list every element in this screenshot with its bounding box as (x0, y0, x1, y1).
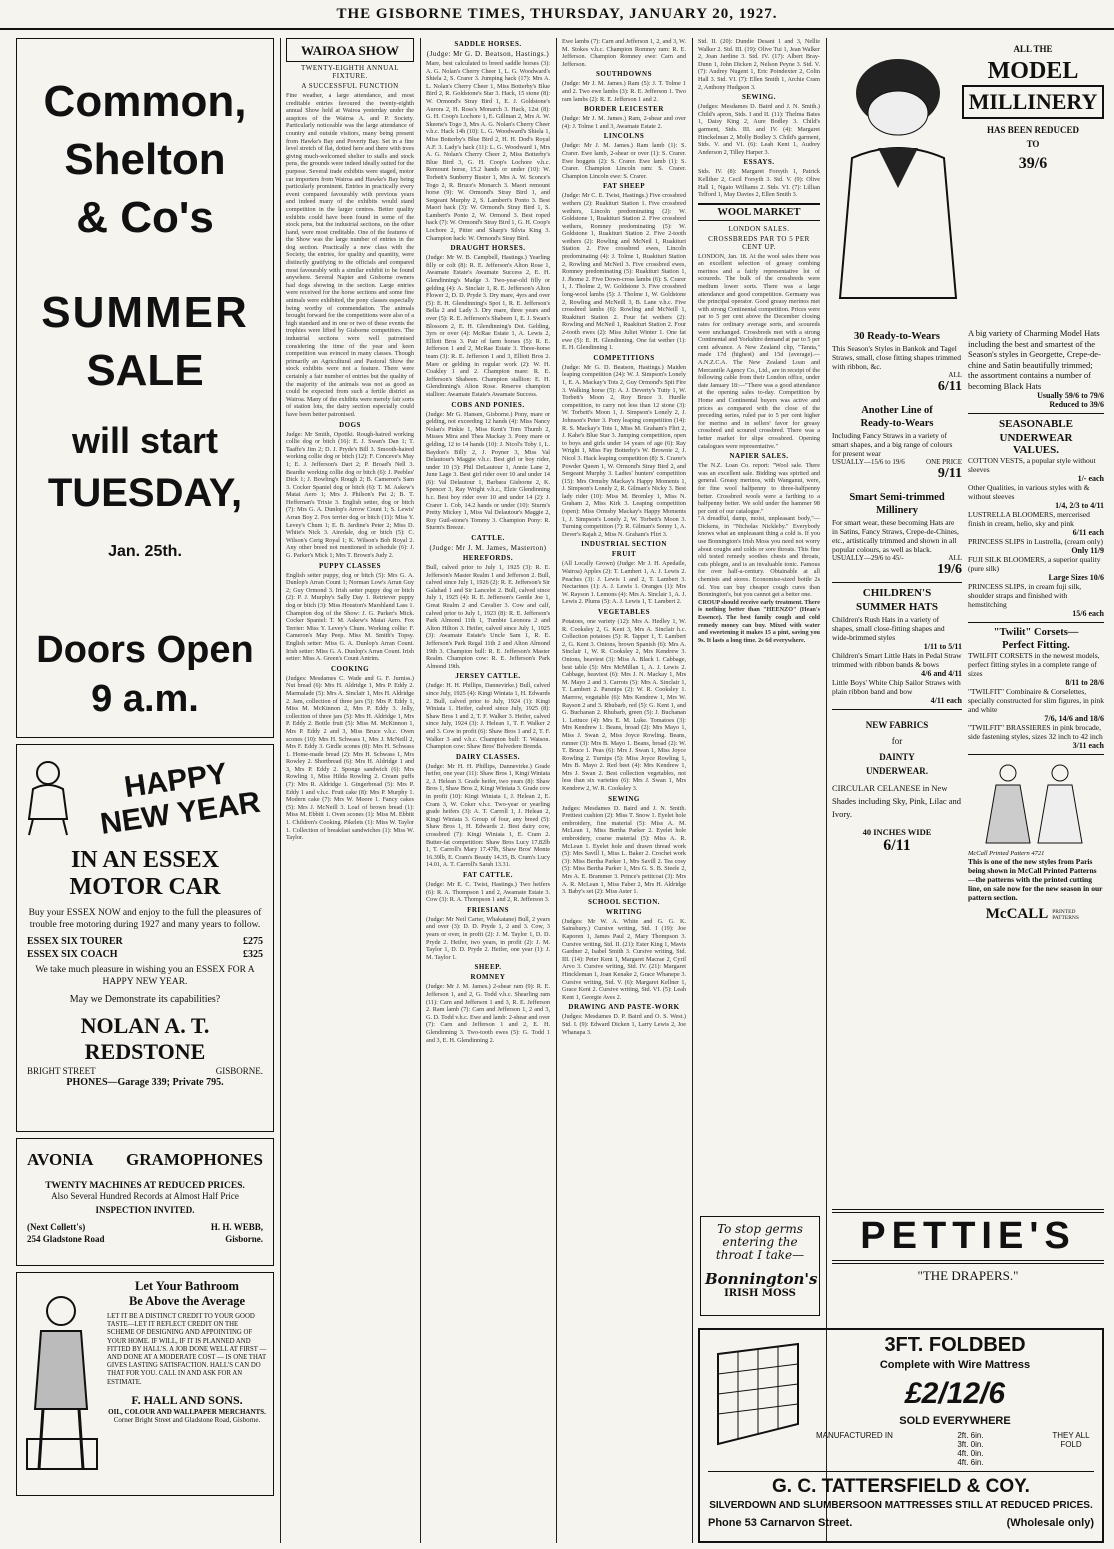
cobs-heading: COBS AND PONIES. (451, 400, 525, 409)
millinery-top (832, 38, 1104, 328)
lustrella-body: LUSTRELLA BLOOMERS, mercerised finish in cream, helio, sky and pink (968, 510, 1090, 528)
foldbed-firm: G. C. TATTERSFIELD & COY. (708, 1471, 1094, 1498)
germs-line-3: throat I take— (715, 1248, 805, 1262)
bonningtons-name: Bonnington's (705, 1270, 818, 1288)
avonia-row-1 (23, 1221, 267, 1233)
writing-body: (Judges: Mr W. A. White and G. G. K. Sainsbury.) Cursive writing, Std. I (19): Joe Kaporen 1, James Paul 2, Mary Thompson 3. Cursive writing, Std. II. (21): Ester King 1, Mavis Gardner 2, Isabel Smith 3. Cursive writing, Std. III. (14): Peter Kent 1, Margaret Macrae 2, Cyril Arvo 3. Cursive writing, Std. IV. (21): Margaret Hinckleman 1, Joan Kenake 2, Grace Whanepe 3. Cursive writing, Std. V. (6): Margaret Kellner 1, Grace Kent 2. Cursive writing, Std. VI. (5): Leah Kent 1, Georgie Aves 2. (562, 917, 686, 1001)
divider (832, 709, 962, 710)
essex-coach: ESSEX SIX COACH (27, 949, 118, 960)
friesians-body: (Judge: Mr Neil Carter, Whakatane) Bull, 2 years and over (3): D. D. Pryde 1, 2 and 3. Cow, 3 years or over, in profit (2): J. M. Taylor 1, D. D. Pryde 2. Heifer, two years, in profit (2): J. M. Taylor 1, D. D. Pryde 2. Heifer, one year (1): J. M. Taylor 1. (426, 915, 550, 961)
essays-body: Stds. IV. (8): Margaret Forsyth 1, Patrick Kelliher 2, Cecil Forsyth 3. Std. V. (9): Olive Hall 1, Ngaio Williams 2. Stds. VI. (7): Lillian Telford 1, May Davies 2, Ellen Smith 3. (698, 168, 820, 199)
school-sewing-body: (Judges: Mesdames D. Baird and J. N. Smith.) Child's apron, Stds. I and II. (11): Thelma Bates 1, Daisy King 2, Aure Bodley 3. Child's garment, Stds. III. and IV. (4): Margaret Hinckelman 2, Molly Bodley 3. Child's garment, Stds. V. and VI. (6): Leah Kent 1, Audrey Anderson 2, Tilley Harper 3. (698, 103, 820, 156)
essex-phones: PHONES—Garage 339; Private 795. (66, 1077, 224, 1088)
model-to: TO (1026, 139, 1040, 149)
essex-coach-row (23, 948, 267, 961)
school-heading: SCHOOL SECTION. (587, 897, 661, 906)
school-sewing-heading: SEWING. (741, 93, 777, 102)
wairoa-title: WAIROA SHOW (301, 43, 399, 58)
another-row (832, 458, 962, 466)
pattern-body: This is one of the new styles from Paris being shown in McCall Printed Patterns—the patterns with the printed cutting line, on sale now for the new season in our pattern section. (968, 857, 1103, 902)
fabrics-width: 40 INCHES WIDE (862, 827, 932, 837)
bathroom-title-1: Let Your Bathroom (135, 1279, 239, 1293)
model-price: 39/6 (1018, 155, 1048, 172)
hereford-body: Bull, calved prior to July 1, 1925 (3): R. E. Jefferson's Master Realm 1 and Jefferson 2. Bull, calved since July 1, 1926 (2): R. E. Jefferson's Sir Galahad 1 and Sir Lancelot 2. Bull, calved since July 1, 1925 (4): R. E. Jefferson's Gentle Joe 1, Great Realm 2 and Cavalier 3. Cow and calf, calved prior to July 1, 1923 (8): R. E. Jefferson's Park Almond 11th 1, Tumbie Leonora 2 and Alton Hilton 3. Heifer, calved since July 1, 1925 (3): Awamate Estate's Uncle Sam 1, R. E. Jefferson's Park Regal 11th 2 and Alton Almond 19th 3. Champion bull: R. E. Jefferson's Master Realm. Champion cow: R. E. Jefferson's Park Almond 19th. (426, 564, 550, 670)
avonia-title-1: AVONIA (27, 1150, 94, 1169)
foldbed-size-list (957, 1431, 983, 1467)
cattle-heading: CATTLE. (471, 534, 505, 543)
bathroom-firm-trade: OIL, COLOUR AND WALLPAPER MERCHANTS. (108, 1407, 266, 1416)
wairoa-subtitle-2: A SUCCESSFUL FUNCTION (301, 82, 399, 90)
foldbed-title: 3FT. FOLDBED (884, 1334, 1026, 1356)
mccall-name: McCALL (985, 906, 1049, 922)
wairoa-body: Fine weather, a large attendance, and most creditable entries favoured the twenty-eighth annual Show held at Wairoa yesterday under the auspices of the Wairoa A. and P. Society. Particularly noticeable was the large attendance of country and outside visitors, many being present from Hawke's Bay and Poverty Bay. Set in a fine level stretch of flat, dotted here and there with trees giving much-welcomed shelter to stalls and stock pens, the grounds were indeed ideally suited for the purpose. Several trade exhibits were staged, motor car importers from Wairoa and Hawke's Bay being particularly prominent. Entries in practically every event compared favourably with previous years and indeed many of the exhibits would stand competition in the larger centres. Better quality exhibits could have been found in some of the stock pens, but the industrial sections, on the other hand, were most creditable. One of the features of the Show was the large number of entries in the dog section. Practically a new class with the Society, the entries, for quality and quantity, were distinctly gratifying to the officials and compared most favourably with a similar exhibit to be found anywhere. Several Napier and Gisborne owners had dogs showing in the section. Large entries were received for the horse sections and some fine animals were exhibited, the pony classes especially being worthy of commendation. The animals brought forward for the competitions were also of a high standard and in one or two of these events the trophies were lifted by Gisborne competitors. The industrial sections were well patronised considering the time of the year and keen competition was evinced in many classes. Though primarily an Agricultural and Pastoral Show the stock exhibits were not a feature. There were certainly a fair number of entries but the quality of the majority of the animals was not as good as could be expected from such a fertile district as Wairoa. Many of the exhibits were merely fair sorts of station lots, the dairy section especially could have been better patronised. (286, 92, 414, 418)
hereford-heading: HEREFORDS. (462, 554, 514, 563)
another-price: 9/11 (937, 466, 962, 481)
model-reduced: HAS BEEN REDUCED (986, 125, 1080, 135)
underwear-body-2: Other Qualities, in various styles with & without sleeves (968, 483, 1090, 501)
foldbed-slogan: SILVERDOWN AND SLUMBERSOON MATTRESSES STILL AT REDUCED PRICES. (709, 1500, 1093, 1511)
fruit-body: (All Locally Grown) (Judge: Mr J. H. Apedaile, Wairoa) Apples (2): T. Lambert 1, A. J. Lewis 2. Peaches (3): J. Lewis 1 and 2, T. Lambert 3. Nectarines (1): A. J. Lewis 1. Oranges (1): Mrs W. Rayson 1. Lemons (4): Mrs A. Sinclair 1, A. J. Lewis 2. Plums (5): A. J. Lewis 1, T. Lambert 2. (562, 560, 686, 606)
fuji-price: Large Sizes 10/6 (1048, 573, 1104, 582)
border-leicester-heading: BORDER LEICESTER (584, 105, 664, 114)
vegetables-body: Potatoes, one variety (12): Mrs A. Hedley 1, W. R. Cooksley 2, G. Kent 3, Mrs A. Sinclair h.c. Collection potatoes (5): R. Tapper 1, T. Lambert 2, G. Kent 3. Onions, brown Spanish (6): Mrs A. Sinclair 1, W. R. Cooksley 2, Mrs Kendrew 3. Onions, heaviest (3): Miss A. Black 1. Cabbage, best table (5): Mrs McMillan 1, A. J. Lewis 2. Cabbage, heaviest (6): Mrs J. N. Mackay 1, Mrs M. Mayo 2 and 3. Carrots (5): Mrs A. Sinclair 1, T. Lambert 2. Parsnips (2): W. R. Cooksley 1. Marrow, vegetable (6): Mrs Kendrew 1, Mrs W. Rayson 2 and 3. Rhubarb, red (5): G. Kent 1, and G. Buchanan 2. Rhubarb, green (5): J. Buchanan 1. Lettuce (4): Mrs E. M. Luke. Tomatoes (3): Mrs Kendrew 1. Beans, broad (2): Mrs Mayo 1, Miss J. Swan 2, Miss Joyce Rowling. Beans, runner (3): Mrs B. Mayo 1. Beans, broad (2): W. T. Bruce 1. Peas (6): Mrs J. Swan 1, Miss Joyce Rowling 2. Turnips (5): Miss Joyce Rowling 1, Mrs B. Mayo 2. Red beet (4): Mrs Kendrew 1, Mrs J. Swan 2. Best collection vegetables, not less than six varieties (6): Mrs J. Swan 1, Mrs Kendrew 2, W. R. Cooksley 3. (562, 618, 686, 793)
sale-line-2: Shelton (64, 135, 226, 185)
twilit-price: 8/11 to 28/6 (1065, 678, 1104, 687)
foldbed-price: £2/12/6 (904, 1377, 1006, 1410)
divider (968, 622, 1104, 623)
avonia-line-5: INSPECTION INVITED. (95, 1205, 195, 1215)
another-usually: USUALLY—15/6 to 19/6 (832, 458, 905, 466)
sale-line-8: Jan. 25th. (108, 542, 182, 560)
column-ads-left (16, 38, 274, 1543)
fabrics-line-2: for (891, 736, 903, 746)
fabrics-line-4: UNDERWEAR. (866, 766, 928, 776)
column-wairoa-show (286, 38, 414, 1543)
column-livestock (426, 38, 550, 1543)
avonia-gisborne: Gisborne. (225, 1234, 263, 1244)
happy-new-year-banner (23, 751, 267, 843)
semi-title-1: Smart Semi-trimmed (849, 492, 945, 503)
twilit-comb-price: 7/6, 14/6 and 18/6 (1044, 714, 1104, 723)
dogs-body: Judge: Mr Smith, Opotiki. Rough-haired working collie dog or bitch (16): E. J. Swan's Dan 1; T. Taaffe's Jim 2; D. J. Pryde's Bill 3. Smooth-haired working collie dog or bitch (12): F. Conceve's May 1; E. J. Jefferson's Dart 2; P. Broad's Nell 3. Beardie working collie dog or bitch (6): J. Peebles' Dick 1; J. Bowling's Rough 2; B. Cameron's Sam 3. Cocker Spaniel dog or bitch (6): T. M. Askew's Matai Aero 1; Mrs J. Philson's Pat 2; B. T. Heffernan's Trixie 3. English setter, dog or bitch (7): Mrs G. A. Dunlop's Arrow Count 1; S. Lewis' Arran Boy 2. Fox terrier dog or bitch (11): Miss Y. Levey's Chum 1; E. B. Jardine's Peter 2; Miss D. White's Nick 3. Airedale, dog or bitch (5): C. Wilson's Cerig Royal 1; K. Wilson's Bob Royal 2. Any other breed not mentioned in schedule (6): J. G. Parker's Mick 1; Mrs T. Brown's Judy 2. (286, 430, 414, 560)
foldbed-size: 4ft. 0in. (957, 1449, 984, 1458)
fabrics-line-1: NEW FABRICS (865, 720, 929, 730)
another-title-2: Ready-to-Wears (860, 418, 934, 429)
germs-line-1: To stop germs (717, 1222, 803, 1236)
wool-market-heading: WOOL MARKET (717, 206, 801, 218)
wool-body: LONDON, Jan. 18. At the wool sales there was an excellent selection of greasy combing merinos and a fairly representative lot of scoureds. The bulk of the crossbreds were medium lower sorts. There was a large attendance and good competition. Germany was the principal operator. Good greasy merinos met with strong Continental competition. Prices were par to 5 per cent above the December closing rates for ordinary average sorts, and scoureds were unchanged. Crossbreds met with a strong Continental and Yorkshire demand at par to 5 per cent advance. A New Zealand clip, "Tarata," made 17d (highest) and 15d (average).—A.N.Z.C.A. The New Zealand Loan and Mercantile Agency Co., Ltd., are in receipt of the following cable from their London office, under date January 18:—"There was a good attendance at the opening sales to-day. Competition by Home and Continental buyers was active and prices as compared with the close of the preceding series, ruled par to 5 per cent higher for merino and in sellers' favor for greasy crossbred and scoured crossbred. There was a better market for slipe crossbred. Opening catalogues were representative." (698, 252, 820, 450)
fat-cattle-heading: FAT CATTLE. (462, 871, 514, 879)
foldbed-wholesale: (Wholesale only) (1006, 1517, 1094, 1529)
southdowns-heading: SOUTHDOWNS (596, 70, 652, 79)
remedy-body: "A dreadful, damp, moist, unpleasant body,"—Dickens, in "Nicholas Nickleby." Everybody knows what an unpleasant thing a cold is. If you use Bonnington's Irish Moss you need not worry about coughs and colds or sore throats. This fine old tested remedy soothes chests and throats, cuts phlegm, and is an invaluable tonic. Famous for over half-a-century. Obtainable at all chemists and stores. Economise-sized bottle 2s 6d. You can buy cheaper cough cures than Bonnington's, but you cannot get a better one. (698, 515, 820, 599)
semi-all: ALL (948, 554, 962, 562)
sheep-heading: SHEEP. (474, 963, 502, 972)
avonia-title-row (23, 1149, 267, 1171)
puppy-heading: PUPPY CLASSES (318, 561, 382, 570)
essex-dealer: NOLAN A. T. REDSTONE (80, 1013, 210, 1064)
vegetables-heading: VEGETABLES (598, 608, 650, 616)
saddle-heading: SADDLE HORSES. (454, 40, 522, 48)
summer-sale-ad (16, 38, 274, 738)
writing-heading: WRITING (605, 907, 643, 916)
rtw-body: This Season's Styles in Bankok and Tagel Straws, small, close fitting shapes trimmed with ribbon, &c. (832, 344, 961, 371)
essex-town: GISBORNE. (215, 1066, 263, 1076)
foldbed-size: 4ft. 6in. (957, 1458, 984, 1467)
romney-body: (Judge: Mr J. M. James.) 2-shear ram (9): R. E. Jefferson 1, and 2, G. Todd v.h.c. Shearling ram (11): Carn and Jefferson 1 and 3, R. E. Jefferson 2. Ram lamb (7): Carn and Jefferson 1, 2 and 3, G. D. Todd v.h.c. Ewe and lamb: 2-shear and over (7): Carn and Jefferson 1 and 2, E. H. Glendinning 3. Two-tooth ewes (5): G. Todd 1 and 3, E. H. Glendinning 2. (426, 983, 550, 1044)
draught-heading: DRAUGHT HORSES. (450, 244, 526, 253)
semi-price: 19/6 (937, 562, 962, 577)
model-title-1: MODEL (987, 58, 1079, 84)
school-cont-body: Std. II. (20): Dundie Desant 1 and 3, Nellie Walker 2. Std. III. (19): Olive Tui 1, Jean Walker 2, Joan Jardine 3. Std. IV. (17): Albert Bray-Dunn 1, John Dicken 2, Nelson Peyne 3. Std. V. (7): Audrey Nugent 1, Eric Poindexter 2, Colin Hall 3. Std. VI. (7): Ellen Smith 1, Archie Cram 2, Anthony Hudgson 3. (698, 38, 820, 91)
bathroom-address: Corner Bright Street and Gladstone Road, Gisborne. (113, 1415, 261, 1424)
fabrics-body: CIRCULAR CELANESE in New Shades including Sky, Pink, Lilac and Ivory. (832, 783, 962, 819)
wairoa-show-heading (286, 38, 414, 62)
avonia-line-3: TWENTY MACHINES AT REDUCED PRICES. (45, 1181, 245, 1191)
mccall-logo (968, 906, 1104, 923)
fat-sheep-body: (Judge: Mr C. E. Twist, Hastings.) Five crossbred wethers (2): Ruakituri Station 1. Five crossbred wethers, Lincoln predominating (2): W. Goldstone 1, Ruakituri Station 2. Five crossbred wethers, Romney predominating (5): W. Goldstone 1, Ruakituri Station 2. Five 2-tooth wethers (2): Rowling and McNeil 1, Ruakituri Station 2. Five crossbred ewes, Lincoln predominating (4): J. Tolme 1, Ruakituri Station 2, Rowling and McNeil 3. Five crossbred ewes, Romney predominating (5): Ruakituri Station 1, J. Jhome 2. Five Down-cross lambs (6): S. Crarer 1, J. Tholme 2, W. Goldstone 3. Five crossbred long-wool lambs (5): J. Tholme 1, W. Goldstone 2, Rowling and McNeill 3, B. Lane v.h.c. Five crossbred lambs (6): Rowling and McNeill 1, Ruakituri Station 2. Four fat wethers (2): Rowling and McNeil 1, Ruakituri Station 2. Four 2-tooth ewes (2): Miss Juliet Winter 1. One fat ewe (5): E. H. Glendinning. One fat wether (1): E. H. Glendinning 1. (562, 192, 686, 352)
bathroom-title-2: Be Above the Average (128, 1294, 246, 1308)
avonia-row-2 (23, 1233, 267, 1245)
another-title-1: Another Line of (861, 405, 933, 416)
foldbed-phone: Phone 53 Carnarvon Street. (708, 1517, 853, 1529)
southdowns-body: (Judge: Mr J. M. James.) Ram (5): J. T. Tolme 1 and 2. Two ewe lambs (3): R. E. Jefferson 1. Two ram lambs (2): R. E. Jefferson 1 and 2. (562, 80, 686, 103)
bathroom-firm: F. HALL AND SONS. (131, 1392, 243, 1407)
children-price: 1/11 to 5/11 (923, 642, 962, 651)
children-title-1: CHILDREN'S (862, 587, 932, 599)
semi-row (832, 554, 962, 562)
wool-london-sales: LONDON SALES. (728, 224, 790, 233)
fat-cattle-body: (Judge: Mr E. C. Twist, Hastings.) Two heifers (6): R. A. Thompson 1 and 2, Awamate Estate 3. Cow (3): R. A. Thompson 1 and 2, R. Jefferson 3. (426, 881, 550, 904)
irish-moss: IRISH MOSS (724, 1288, 796, 1299)
semi-title-2: Millinery (876, 505, 918, 516)
ladies-left (832, 328, 962, 923)
happy-new-year-text: HAPPY NEW YEAR (98, 757, 263, 841)
avonia-next: (Next Collett's) (27, 1222, 86, 1232)
column-rule (420, 38, 421, 1543)
princess-slips-body: PRINCESS SLIPS, in cream fuji silk, shoulder straps and finished with hemstitching (968, 582, 1082, 609)
germs-line-2: entering the (722, 1235, 798, 1249)
divider (832, 582, 962, 583)
sale-line-7: TUESDAY, (47, 470, 243, 515)
essex-body-2: We take much pleasure in wishing you an ESSEX FOR A HAPPY NEW YEAR. (35, 965, 255, 987)
model-title-2: MILLINERY (962, 85, 1104, 119)
petties-banner (832, 1209, 1104, 1284)
essex-tourer-price: £275 (243, 936, 263, 947)
romney-cont-body: Ewe lambs (7): Carn and Jefferson 1, 2, and 3, W. M. Stokes v.h.c. Champion Romney ram: R. E. Jefferson. Champion Romney ewe: Carn and Jefferson. (562, 38, 686, 68)
hat-woman-icon (832, 38, 962, 318)
foldbed-ad (698, 1328, 1104, 1543)
cattle-judge: (Judge: Mr J. M. James, Masterton) (429, 544, 547, 553)
competitions-body: (Judge: Mr G. D. Beatson, Hastings.) Maiden leaping competition (24): W. J. Simpson's Lonely 1, E. A. Mackay's Tots 2, Guy Ormond's Spit Fire 3. Walking horse (5): A. J. Deverty's Tutty 1, W. Torbett's Moon 2, Roy Bruce 3. Hurdle competition, to carry not less than 12 stone (3): W. Torbett's Moon 1, J. Simpson's Lonely 2, J. Johnson's Peter 3. Pony leaping competition (14): R. S. Mackay's Tots 1, Miss M. Graham's Flirt 2, J. Kahe's Blue Star 3. Jumping competition, open to boys and girls under 14 years of age (6): Ray Wright 1, Miss Fay Botterby's W. Brownie 2, J. Nicol 3. Hack leaping competition (8): S. Crarer's Powder Queen 1, W. Ormond's Stray Bird 2, and Sergeant Murphy 3. Ladies' hunters' competition (15): Mrs Ormsby Mackay's Happy Moments 1, J. Simpson's Lonely 2, R. Gilman's Nicky 3. Best lady rider (10): Miss M. Bromley 1, Miss N. Graham 2, Miss Kirk 3. Leaping competition (open): Miss Ormsby Mackay's Happy Moments 1, J. Simpson's Lonely 2, W. Torbett's Moon 3. Turning competition (7): R. Gilman's Sonny 1, A. Dever's Rajah 2, Miss N. Graham's Flirt 3. (562, 363, 686, 538)
avonia-line-4: Also Several Hundred Records at Almost Half Price (51, 1191, 239, 1201)
divider (968, 754, 1104, 755)
brassieres-price: 3/11 each (1072, 741, 1104, 750)
essex-ad (16, 744, 274, 1132)
children-price-2: 4/6 and 4/11 (921, 669, 962, 678)
fuji-body: FUJI SILK BLOOMERS, a superior quality (pure silk) (968, 555, 1101, 573)
twilit-title-2: Perfect Fitting. (1002, 640, 1070, 651)
bathroom-copy (107, 1279, 267, 1489)
plumber-figure-icon (23, 1279, 101, 1479)
sale-line-9: Doors Open (36, 628, 254, 671)
dress-pattern-icon (968, 759, 1098, 845)
essex-tourer-row (23, 935, 267, 948)
divider (968, 413, 1104, 414)
essex-body: Buy your ESSEX NOW and enjoy to the full the pleasures of trouble free motoring during 1927 and many years to follow. (28, 908, 262, 930)
children-body-2: Children's Smart Little Hats in Pedal Straw trimmed with ribbon bands & bows (832, 651, 962, 669)
jersey-body: (Judge: H. H. Phillips, Dannevirke.) Bull, calved since July, 1925 (4): Kingi Winiata 1, H. Edwards 2. Bull, calved prior to July, 1924 (1): Kingi Winiata 1. Heifer, calved since July, 1925 (8): Shaw Bros 1 and 2, T. F. Walker 3. Heifer, calved since July, 1924 (3): J. Helean 1, T. F. Walker 2 and 3. Cow in profit (6): Shaw Bros 1 and 2, T. F. Walker 3 and v.h.c. Champion bull: T. Watson. Champion cow: Shaw Bros' Belvedere Brenda. (426, 682, 550, 751)
rtw-all: ALL (948, 371, 962, 379)
border-leicester-body: (Judge: Mr J. M. James.) Ram, 2-shear and over (4): J. Tolme 1 and 3, Awamate Estate 2. (562, 115, 686, 130)
essex-address-row (23, 1065, 267, 1077)
saddle-judge: (Judge: Mr G. D. Beatson, Hastings.) (426, 50, 550, 58)
sale-line-1: Common, (43, 77, 247, 126)
foldbed-fold: THEY ALL FOLD (1052, 1431, 1090, 1449)
semi-usually: USUALLY—29/6 to 45/- (832, 554, 904, 562)
brassieres-body: "TWILFIT" BRASSIERES in pink brocade, side fastening styles, sizes 32 inch to 42 inch (968, 723, 1103, 741)
sale-line-5: SALE (86, 345, 204, 395)
rtw-price: 6/11 (937, 379, 962, 394)
foldbed-sold: SOLD EVERYWHERE (899, 1415, 1011, 1427)
cooking-body: (Judges: Mesdames C. Wade and G. F. Jurniss.) Nut bread (6): Mrs H. Aldridge 1, Mrs P. Eddy 2. Marmalade (5): Mrs A. Sinclair 1, Mrs H. Aldridge 2. Jam, collection of three jars (5): Mrs P. Eddy 1, Miss M. McKinnon 2, Mrs P. Eddy 3. Jelly, collection of three jars (5): Mrs H. Aldridge 1, Mrs P. Eddy 2. Bottle fruit (5): Miss M. McKinnon 1, Mrs P. Eddy 2 and 3, Miss Bruce v.h.c. Oven scones (10): Mrs H. Schwass 1, Mrs J. McNeill 2, Mrs F. Eddy 3. Girdle scones (8): Mrs H. Schwass 1. Home-made bread (2): Mrs H. Schwass 1, Mrs Rowley 2. Shortbread (6): Mrs H. Aldridge 1 and 3, Mrs P. Eddy 2. Sponge sandwich (6): Mrs Rowling 1, Miss Hilda Rowling 2. Cream puffs (7): Mrs R. Aldridge 1. Gingerbread (5): Mrs P. Eddy 1 and v.h.c. Fruit cake (8): Mrs P. Murphy 1. Modern cake (7): Mrs W. Moore 1. Fancy cakes (5): Mrs J. McNeill 3. Loaf of brown bread (1): Miss M. Ebbitt 1. Oven scones (1): Miss M. Ebbitt 1. Children's Cooking. Pikelets (1): Miss W. Taylor 1. Collection of breakfast sandwiches (1): Miss W. Taylor. (286, 674, 414, 842)
sale-line-6: will start (71, 419, 219, 461)
romney-heading: ROMNEY (470, 973, 506, 982)
another-one-price: ONE PRICE (926, 458, 962, 466)
croup-body: CROUP should receive early treatment. There is nothing better than "HEENZO" (Hean's Essence). The best family cough and cold remedy money can buy. Mixed with water and sweetening it makes 15 a pint, saving you 9s. It lasts a long time. 2s 6d everywhere. (698, 598, 820, 644)
fabrics-line-3: DAINTY (879, 752, 915, 762)
foldbed-sizes (816, 1431, 1094, 1467)
avonia-title-2: GRAMOPHONES (126, 1150, 263, 1169)
essex-tourer: ESSEX SIX TOURER (27, 936, 123, 947)
baby-figure-icon (23, 757, 73, 837)
column-rule (280, 38, 281, 1543)
lincolns-body: (Judge: Mr J. M. James.) Ram lamb (1): S. Crarer. Ewe lamb, 2-shear or over (1): S. Crarer. Ewe hoggets (2): S. Crarer. Ewe lamb (1): S. Crarer. Champion Lincoln ram: S. Crarer. Champion Lincoln ewe: S. Crarer. (562, 142, 686, 180)
underwear-title-2: UNDERWEAR (999, 432, 1073, 444)
underwear-price-2: 1/4, 2/3 to 4/11 (1055, 501, 1104, 510)
model-body: A big variety of Charming Model Hats including the best and smartest of the Season's styles in Georgette, Crepe-de-chine and Satin beautifully trimmed; the assortment contains a number of becoming Black Hats (968, 328, 1101, 391)
underwear-title-1: SEASONABLE (999, 418, 1073, 430)
model-all-the: ALL THE (1013, 44, 1053, 54)
cobs-body: (Judge: Mr G. Hansen, Gisborne.) Pony, mare or gelding, not exceeding 12 hands (4): Miss Nancy Nolan's Pinkie 1, Miss Kent's Tom Thumb 2, Misses Mira and Thea Mackay 3. Pony mare or gelding, 12 to 14 hands (10): J. Nicol's Toby 1, L. Baydon's Billy 2, J. Poyner 3, Miss Val Delautour's Maggie v.h.c. Best girl or boy rider, under 10 (3): Phil DeLautour 1, Annie Lane 2, June Lage 3. Best girl rider over 10 and under 14 (6): Val Delautour 1, Barbara Gisborne 2, K. Spencer 3, Ray Wright v.h.c., Elzie Glendinning h.c. Best boy rider over 10 and under 14 (2): J. Crarer 1. Cob, 14.2 hands or under (10): Sturm's Pretty Mickey 1, Miss Val Delautour's Maggie 2, Roy Guil-stone's Tommy 3. Champion Pony: R. Sturm's Breeze. (426, 410, 550, 532)
princess-slips-price: 15/6 each (1072, 609, 1104, 618)
cooking-heading: COOKING (330, 664, 370, 673)
essex-title-1: IN AN ESSEX (70, 847, 220, 873)
foldbed-size: 2ft. 6in. (957, 1431, 984, 1440)
essex-demo: May we Demonstrate its capabilities? (69, 994, 221, 1005)
bonningtons-ad (700, 1216, 820, 1316)
underwear-price: 1/- each (1077, 474, 1104, 483)
column-rule (826, 38, 827, 1543)
petties-name: PETTIE'S (832, 1209, 1104, 1264)
column-wool-market (698, 38, 820, 1209)
napier-sales-body: The N.Z. Loan Co. report: "Wool sale. There was an excellent sale. Bidding was spirited and general. Greasy merinos, with Wanganui, were, for fine wool halfpenny to three-halfpenny better. Crossbred wools were a farthing to a halfpenny better. We sold under the hammer 98 per cent of our catalogue." (698, 462, 820, 515)
wool-crossbreds: CROSSBREDS PAR TO 5 PER CENT UP. (708, 234, 810, 251)
princess-price: Only 11/9 (1071, 546, 1104, 555)
bathroom-body: LET IT BE A DISTINCT CREDIT TO YOUR GOOD TASTE—LET IT REFLECT CREDIT ON THE SCHEME OF DESIGNING AND APPOINTING OF YOUR HOME. IF WILL, IF IT IS PLANNED AND FITTED BY HALL'S. A JOB DONE WELL AT FIRST — AND DONE AT A MODERATE COST — IS ONE THAT GIVES LASTING SATISFACTION. HALL'S CAN DO THAT FOR YOU. CALL IN AND ASK FOR AN ESTIMATE. (107, 1313, 267, 1386)
fabrics-price: 6/11 (883, 837, 911, 854)
wool-market-heading-box (698, 203, 820, 221)
lincolns-heading: LINCOLNS (603, 132, 645, 141)
column-competitions (562, 38, 686, 1543)
princess-body: PRINCESS SLIPS in Lustrella, (cream only) (968, 537, 1103, 546)
ladies-lower (832, 328, 1104, 923)
saddle-body: Mare, best calculated to breed saddle horses (3): A. G. Nolan's Cherry Cheer 1, L. G. Woodward's Shiela 2, S. Crarer 3. Jumping hack (17): Mrs A. L. Nolan's Cherry Cheer 1, Miss Botterby's Blue Bird 2, R. Goldstone's Star 3. Hack, 15 stone (8): W. Ormond's Stray Bird 1, E. J. Goldstone's Aurora 2, H. Ross's Monarch 3. Hack, 12st (8): G. H. Coop's Lochore 1, E. Gillman 2, Mrs A. W. Skeene's Togo 3, Mrs A. G. Nolan's Cherry Cheer v.h.c. Hack 14h (10): L. G. Woodward's Shiela 1, Miss Botterby's Blue Bird 2, H. H. Dod's Royal A.F. 3. Lady's hack (11): L. G. Woodward 1, Mrs A. G. Nolan's Cherry Cheer 2, Miss Botterby's Blue Bird 3, G. H. Coop's Lochore v.h.c. Remount horse, 15.2 hands or under (10): W. Torbett's Sunberry Buster 1, Mrs A. W. Sconce's Togo 2, R. Bruce's Monarch 3. Maori remount horse (9): W. Ormond's Stray Bird 1, and Sergeant Murphy 2, S. Lambert's Ponto 3. Best Maori hack (3): W. Ormond's Stray Bird 1, S. Lambert's Ponto 2, W. Ormond 3. Best roped hack (7): W. Ormond's Stray Bird 1, G. H. Coop's Lochore 2, Pitter and Sharp's Silvia King 3. Champion hack: W. Ormond's Stray Bird. (426, 60, 550, 242)
fat-sheep-heading: FAT SHEEP (602, 182, 646, 191)
dogs-heading: DOGS (339, 420, 361, 429)
competitions-heading: COMPETITIONS (593, 353, 655, 362)
foldbed-icon (708, 1334, 808, 1460)
avonia-ad (16, 1138, 274, 1266)
industrial-heading: INDUSTRIAL SECTION (581, 540, 667, 549)
dairy-heading: DAIRY CLASSES. (455, 752, 521, 761)
wairoa-subtitle: TWENTY-EIGHTH ANNUAL FIXTURE. (300, 64, 400, 80)
mccall-sub: PRINTED PATTERNS (1052, 908, 1079, 921)
sale-line-3: & Co's (76, 193, 214, 243)
column-rule (556, 38, 557, 1543)
twilit-body: TWILFIT CORSETS in the newest models, perfect fitting styles in a complete range of sizes (968, 651, 1100, 678)
boys-price: 4/11 each (930, 696, 962, 705)
sewing-body: Judges: Mesdames D. Baird and J. N. Smith. Prettiest cushion (2): Miss T. Snow 1. Eyelet hole embroidery, fine material (5): Miss A. M. McLean 1, Miss Bertha Parker 2. Eyelet hole embroidery, coarse material (5): Miss A. R. McLean 1. Eyelet hole and drawn thread work (5): Mrs Savill 1, Miss L. Baker 2. Crochet work (3): Miss Bertha Parker 1, Mrs Savill 2. Tea cosy (5): Miss Bertha Parker 1, Mrs G. S. B. Steele 2, Mrs A. E. Brammer 3. Prince's petticoat (3): Mrs A. R. McLean 1, Miss Faber 2, Mrs H. Aldridge 3. Baby's set (2): Miss Aster 1. (562, 804, 686, 896)
puppy-body: English setter puppy, dog or bitch (5): Mrs G. A. Dunlop's Arran Count 1; Norman Low's Arran Guy 2; Guy Ormond 3. Irish setter puppy dog or bitch (2): P. J. Murphy's Sally Day 1. Retriever puppy dog or bitch (3): Miss Houston's Marshland Lass 1. Champion dog of the Show: J. G. Parker's Mick. Cocker Spaniel: T. M. Askew's Matai Aero. Fox Terrier: Miss Y. Levey's Chum. Working collie: F. Cameron's May Peep. Miss M. Smith's Topsy. English setter: Miss G. A. Dunlop's Arran Count. Irish setter: Miss G. A. Dunlop's Arran Count. Irish setter: Miss A. Green's Count Antrim. (286, 571, 414, 663)
ladies-right (968, 328, 1104, 923)
essex-title-2: MOTOR CAR (69, 874, 221, 900)
model-millinery (962, 38, 1104, 328)
underwear-title-3: VALUES. (1013, 444, 1059, 456)
rtw-title: 30 Ready-to-Wears (853, 331, 941, 342)
foldbed-subtitle: Complete with Wire Mattress (879, 1359, 1031, 1371)
pattern-caption: McCall Printed Pattern 4721 (968, 850, 1045, 857)
underwear-body: COTTON VESTS, a popular style without sleeves (968, 456, 1096, 474)
twilit-comb-body: "TWILFIT" Combinaire & Corselettes, specially constructed for slim figures, in pink and white (968, 687, 1104, 714)
essex-coach-price: £325 (243, 949, 263, 960)
dairy-body: (Judge: Mr H. H. Phillips, Dannevirke.) Grade heifer, one year (11): Shaw Bros 1, Kingi Winiata 2, J. Helean 3. Grade heifer, two years (8): Shaw Bros 1, Shaw Bros 2, Kingi Winiata 3. Grade cow in profit (10): Kingi Winiata 1, J. Helean 2, E. Cram 3, W. Coker v.h.c. Two-year or yearling grade heifers (3): A. T. Carroll 1, J. Helean 2, Kingi Winiata 3. Group of four, any breed (5): Shaw Bros 1, H. Edwards 2. Best dairy cow, crossbred (7): Kingi Winiata 1, E. Cram 2. Butter-fat competition: Shaw Bros Lucy 17.82lb 1, T. Carroll's Mary 17.47lb, Shaw Bros' Monte 16.39lb, E. Cram's Beauty 14.35, B. Cram's Lucy 14.01, A. T. Carroll's Sarah 13.31. (426, 762, 550, 869)
foldbed-size: 3ft. 0in. (957, 1440, 984, 1449)
boys-body: Little Boys' White Chip Sailor Straws with plain ribbon band and bow (832, 678, 961, 696)
napier-sales-heading: NAPIER SALES. (729, 452, 789, 461)
foldbed-footer (708, 1517, 1094, 1529)
drawing-body: (Judges: Mesdames D. P. Baird and O. S. West.) Std. I. (9): Edward Dicken 1, Larry Lewis 2, Joe Whanapa 3. (562, 1013, 686, 1036)
drawing-heading: DRAWING AND PASTE-WORK (568, 1003, 680, 1012)
twilit-title-1: "Twilit" Corsets— (993, 627, 1079, 638)
friesians-heading: FRIESIANS (467, 905, 509, 914)
sewing-heading: SEWING (608, 794, 640, 803)
semi-body: For smart wear, these becoming Hats are in Satins, Fancy Straws, Crepe-de-Chines, etc., artistically trimmed and shown in all popular colours, as well as black. (832, 518, 959, 554)
draught-body: (Judge: Mr W. B. Campbell, Hastings.) Yearling filly or colt (8): R. E. Jefferson's Alton Rose 1, Awamate Estate's Awamate Success 2, E. H. Glendinning's Madge 3. Two-year-old filly or gelding (4): A. Sinclair 1, R. E. Jefferson's Alton Flower 2, D. D. Pryde 3. Dry mare, 4yrs and over (5): E. H. Glendinning's Spot 1, R. E. Jefferson's Bella 2 and Lady 3. Dry mare, three years and over (5): R. E. Jefferson's Shabeen 1, E. J. Swan's Blossom 2, E. H. Glendinning's Dot. Gelding, 3yrs or over (4): McRae Estate 1, A. Lewis 2, Elliott Bros 3. Pair of farm horses (5): R. E. Jefferson 1 and 2, McRae Estate 3. Three-horse team (3): R. E. Jefferson 1 and 3, Elliott Bros 2. Mare or gelding in regular work (2): W. H. Coakley 1 and 2. Champion mare: R. E. Jefferson's Shabeen. Champion stallion: E. H. Glendinning's Alton Rose. Reserve champion stallion: Awamate Estate's Awamate Success. (426, 254, 550, 398)
lustrella-price: 6/11 each (1072, 528, 1104, 537)
model-usually: Usually 59/6 to 79/6 (1037, 391, 1104, 400)
model-reduced-to: Reduced to 39/6 (1049, 400, 1104, 409)
children-title-2: SUMMER HATS (856, 601, 938, 613)
essex-street: BRIGHT STREET (27, 1066, 96, 1076)
avonia-webb: H. H. WEBB, (210, 1222, 263, 1232)
another-body: Including Fancy Straws in a variety of smart shapes, and a big range of colours for present wear (832, 431, 953, 458)
petties-drapers: "THE DRAPERS." (917, 1268, 1019, 1283)
children-body: Children's Rush Hats in a variety of shapes, small close-fitting shapes and wide-brimmed styles (832, 615, 945, 642)
foldbed-manufactured: MANUFACTURED IN (816, 1431, 893, 1440)
jersey-heading: JERSEY CATTLE. (455, 672, 521, 681)
fruit-heading: FRUIT (611, 550, 637, 559)
avonia-road: 254 Gladstone Road (27, 1234, 105, 1244)
foldbed-top (708, 1334, 1094, 1467)
column-ladies-ads (832, 38, 1104, 1205)
foldbed-text (816, 1334, 1094, 1467)
sale-line-4: SUMMER (41, 287, 249, 337)
column-rule (692, 38, 693, 1543)
sale-line-10: 9 a.m. (91, 678, 199, 721)
essays-heading: ESSAYS. (743, 158, 775, 167)
bathroom-ad (16, 1272, 274, 1496)
masthead: THE GISBORNE TIMES, THURSDAY, JANUARY 20, 1927. (0, 0, 1114, 30)
